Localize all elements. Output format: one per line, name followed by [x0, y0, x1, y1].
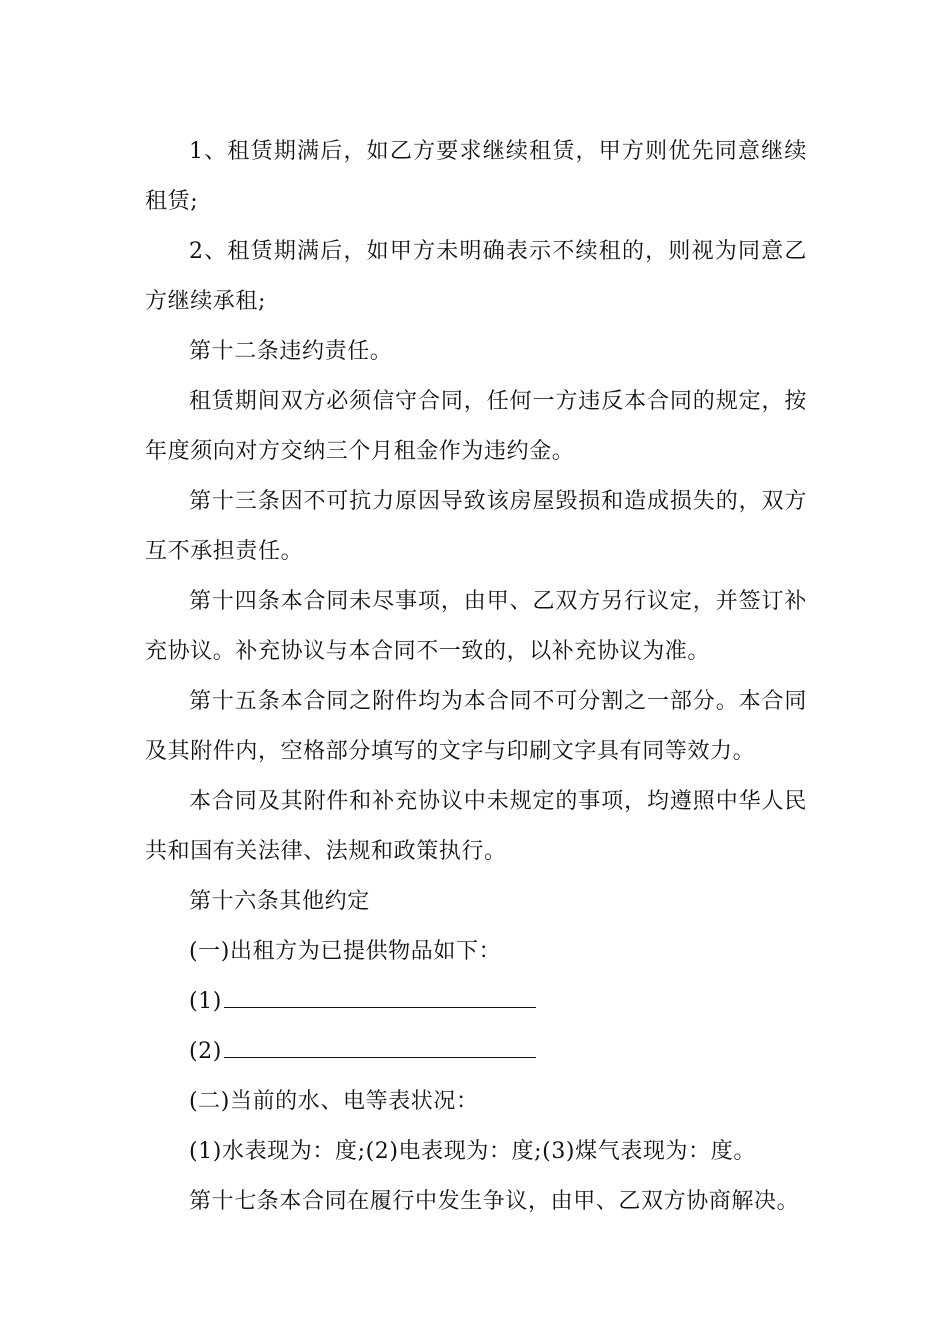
article-17-dispute: 第十七条本合同在履行中发生争议，由甲、乙双方协商解决。 — [189, 1189, 800, 1214]
paragraph-breach-liability: 租赁期间双方必须信守合同，任何一方违反本合同的规定，按年度须向对方交纳三个月租金作为违约金。 — [145, 389, 807, 464]
paragraph-meter-readings: (1)水表现为：度;(2)电表现为：度;(3)煤气表现为：度。 — [189, 1139, 756, 1164]
article-16-heading: 第十六条其他约定 — [189, 889, 370, 914]
paragraph-provided-items: (一)出租方为已提供物品如下： — [189, 939, 502, 964]
paragraph-renewal-default: 2、租赁期满后，如甲方未明确表示不续租的，则视为同意乙方继续承租; — [145, 239, 807, 314]
item-1-blank — [224, 1006, 536, 1008]
item-1-line — [145, 977, 807, 1027]
article-12-heading: 第十二条违约责任。 — [189, 339, 393, 364]
document-body — [145, 127, 807, 1227]
item-2-label: (2) — [189, 1039, 222, 1064]
item-2-line — [145, 1027, 807, 1077]
paragraph-renewal-priority: 1、租赁期满后，如乙方要求继续租赁，甲方则优先同意继续租赁; — [145, 139, 807, 214]
paragraph-meter-status: (二)当前的水、电等表状况： — [189, 1089, 479, 1114]
article-14-supplementary: 第十四条本合同未尽事项，由甲、乙双方另行议定，并签订补充协议。补充协议与本合同不一致的，以补充协议为准。 — [145, 589, 807, 664]
item-1-label: (1) — [189, 989, 222, 1014]
article-15-attachments: 第十五条本合同之附件均为本合同不可分割之一部分。本合同及其附件内，空格部分填写的文字与印刷文字具有同等效力。 — [145, 689, 807, 764]
paragraph-applicable-law: 本合同及其附件和补充协议中未规定的事项，均遵照中华人民共和国有关法律、法规和政策执行。 — [145, 789, 807, 864]
article-13-force-majeure: 第十三条因不可抗力原因导致该房屋毁损和造成损失的，双方互不承担责任。 — [145, 489, 807, 564]
item-2-blank — [224, 1056, 536, 1058]
